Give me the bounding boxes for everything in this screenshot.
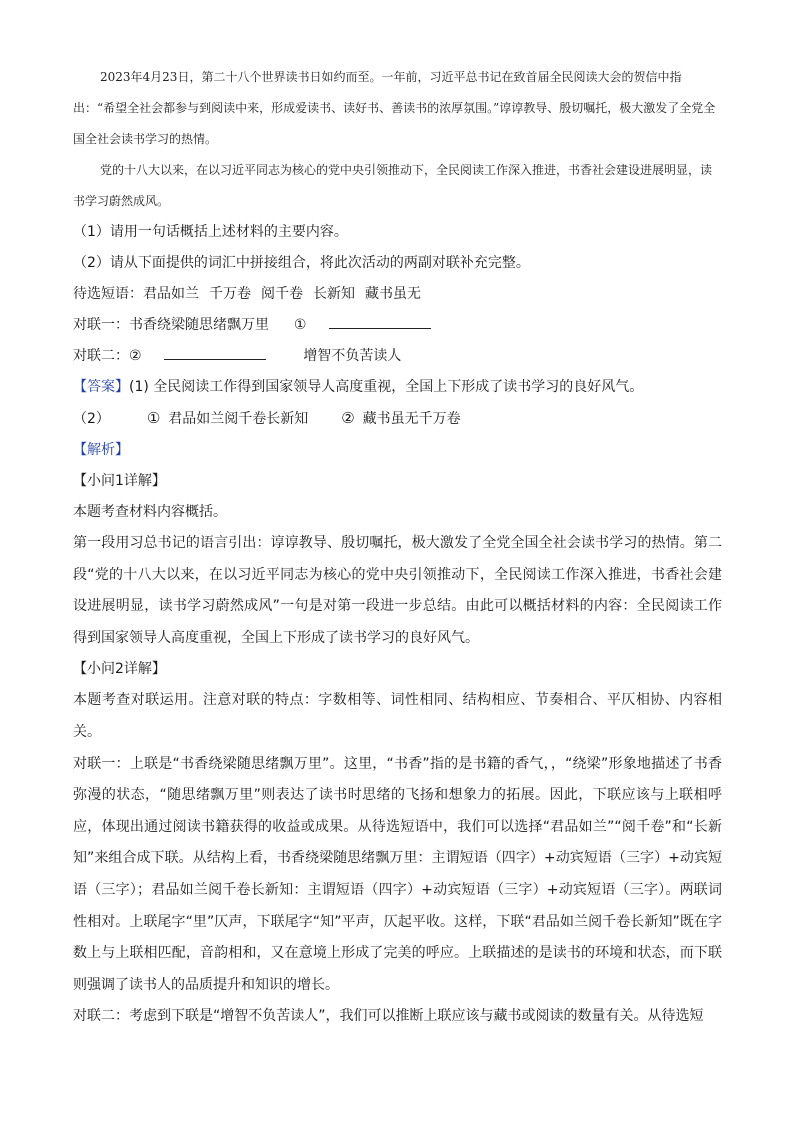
sub-question-2-body-1: 对联一：上联是“书香绕梁随思绪飘万里”。这里，“书香”指的是书籍的香气，，“绕梁”形象地描述了书香弥漫的状态，“随思绪飘万里”则表达了读书时思绪的飞扬和想象力的拓展。因此，下联应该与上联相呼应，体现出通过阅读书籍获得的收益或成果。从待选短语中，我们可以选择“君品如兰”“阅千卷”和“长新知”来组合成下联。从结构上看，书香绕梁随思绪飘万里：主谓短语（四字）+动宾短语（三字）+动宾短语（三字）；君品如兰阅千卷长新知：主谓短语（四字）+动宾短语（三字）+动宾短语（三字）。两联词性相对。上联尾字“里”仄声，下联尾字“知”平声，仄起平收。这样，下联“君品如兰阅千卷长新知”既在字数上与上联相匹配，音韵相和，又在意境上形成了完美的呼应。上联描述的是读书的环境和状态，而下联则强调了读书人的品质提升和知识的增长。 bbox=[73, 755, 722, 993]
material-paragraph-1: 2023年4月23日，第二十八个世界读书日如约而至。一年前，习近平总书记在致首届全民阅读大会的贺信中指出：“希望全社会都参与到阅读中来，形成爱读书、读好书、善读书的浓厚氛围。”谆谆教导、殷切嘱托，极大激发了全党全国全社会读书学习的热情。 bbox=[73, 70, 716, 146]
answer-tag: 【答案】 bbox=[73, 379, 129, 395]
answer-line-2 bbox=[73, 403, 722, 435]
couplet-2-suffix: 增智不负苦读人 bbox=[303, 348, 402, 364]
question-2: （2）请从下面提供的词汇中拼接组合，将此次活动的两副对联补充完整。 bbox=[73, 255, 530, 271]
answer-2-mark-2: ② bbox=[341, 409, 355, 427]
couplet-2 bbox=[73, 341, 722, 372]
question-1: （1）请用一句话概括上述材料的主要内容。 bbox=[73, 224, 348, 240]
answer-line-1 bbox=[73, 372, 722, 403]
couplet-1-mark: ① bbox=[293, 317, 307, 333]
phrase-item: 千万卷 bbox=[209, 286, 251, 302]
phrase-item: 藏书虽无 bbox=[365, 286, 421, 302]
answer-2-text-2: 藏书虽无千万卷 bbox=[362, 411, 461, 427]
couplet-1-blank bbox=[329, 314, 431, 329]
answer-2-mark-1: ① bbox=[146, 409, 161, 427]
sub-question-1-title: 【小问1详解】 bbox=[73, 473, 166, 489]
candidate-phrases-label: 待选短语： bbox=[73, 286, 143, 302]
answer-2-label: （2） bbox=[73, 411, 110, 427]
candidate-phrases bbox=[73, 279, 722, 310]
sub-question-2-intro: 本题考查对联运用。注意对联的特点：字数相等、词性相同、结构相应、节奏相合、平仄相协、内容相关。 bbox=[73, 692, 722, 740]
analysis-tag: 【解析】 bbox=[73, 442, 129, 458]
phrase-item: 阅千卷 bbox=[261, 286, 303, 302]
reading-material bbox=[73, 62, 722, 217]
sub-question-2-title: 【小问2详解】 bbox=[73, 661, 166, 678]
sub-question-1-intro: 本题考查材料内容概括。 bbox=[73, 504, 227, 520]
phrase-item: 君品如兰 bbox=[143, 286, 199, 302]
material-paragraph-2: 党的十八大以来，在以习近平同志为核心的党中央引领推动下，全民阅读工作深入推进，书香社会建设进展明显，读书学习蔚然成风。 bbox=[73, 163, 713, 208]
couplet-2-blank bbox=[164, 345, 266, 360]
answer-1: (1) 全民阅读工作得到国家领导人高度重视，全国上下形成了读书学习的良好风气。 bbox=[129, 379, 644, 395]
couplet-1-text: 对联一：书香绕梁随思绪飘万里 bbox=[73, 317, 269, 333]
sub-question-2-body-2: 对联二：考虑到下联是“增智不负苦读人”，我们可以推断上联应该与藏书或阅读的数量有关。从待选短 bbox=[73, 1008, 704, 1025]
sub-question-1-body: 第一段用习总书记的语言引出：谆谆教导、殷切嘱托，极大激发了全党全国全社会读书学习的热情。第二段“党的十八大以来，在以习近平同志为核心的党中央引领推动下，全民阅读工作深入推进，书香社会建设进展明显，读书学习蔚然成风”一句是对第一段进一步总结。由此可以概括材料的内容：全民阅读工作得到国家领导人高度重视，全国上下形成了读书学习的良好风气。 bbox=[73, 535, 722, 646]
couplet-1 bbox=[73, 310, 722, 341]
phrase-item: 长新知 bbox=[313, 286, 355, 302]
couplet-2-text: 对联二：② bbox=[73, 348, 142, 364]
answer-2-text-1: 君品如兰阅千卷长新知 bbox=[168, 411, 309, 427]
